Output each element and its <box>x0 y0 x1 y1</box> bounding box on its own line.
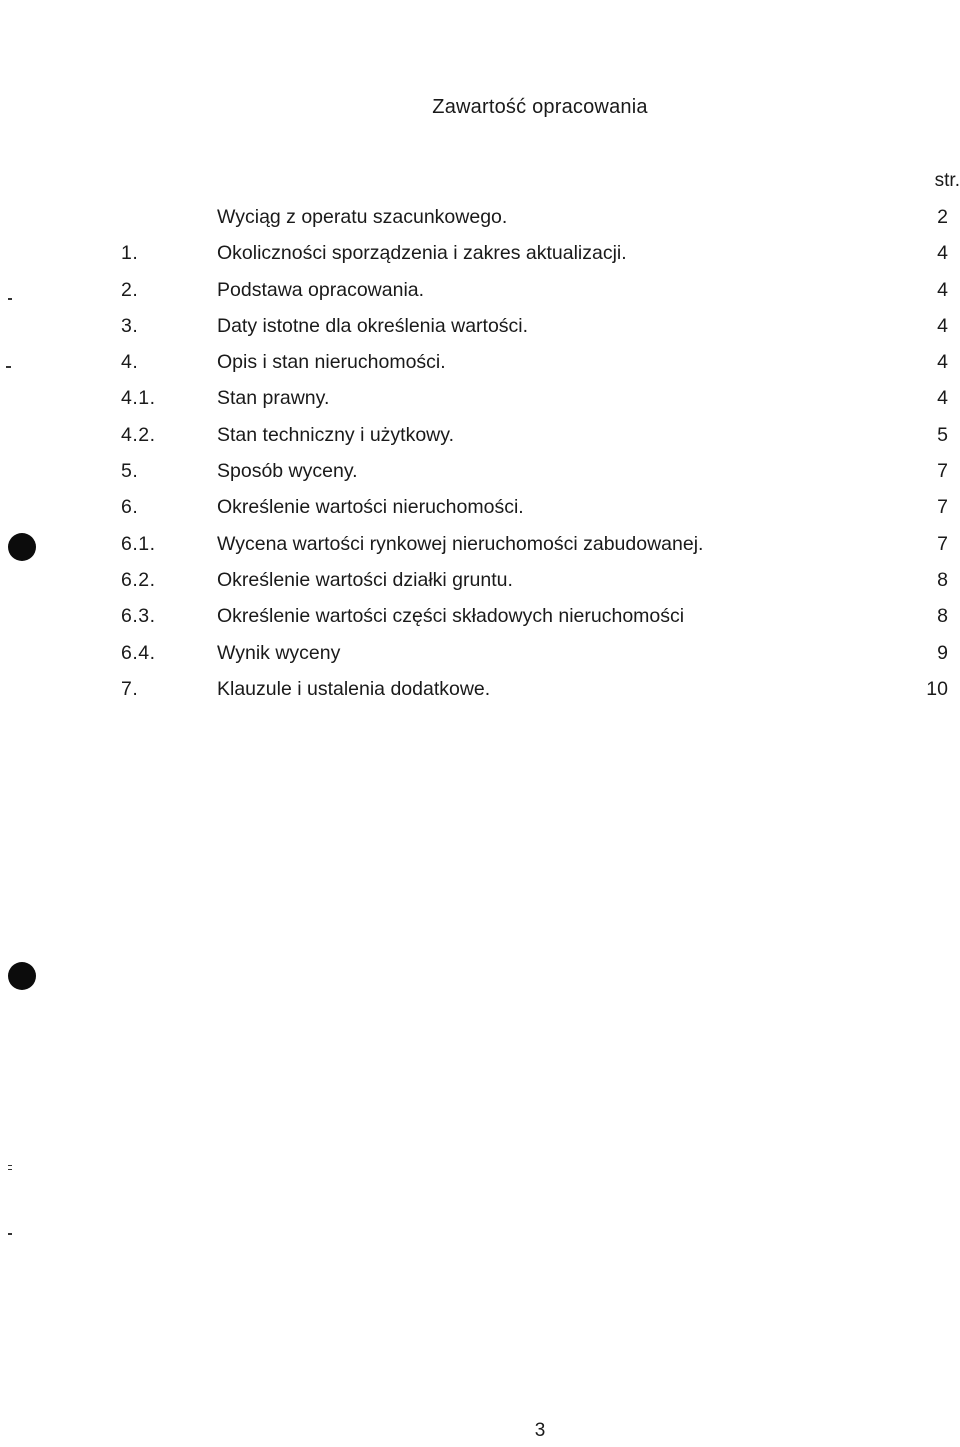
toc-page-number: 4 <box>937 314 948 337</box>
toc-title: Stan prawny. <box>217 387 330 410</box>
scan-speck <box>8 1165 12 1166</box>
toc-number: 6.2. <box>121 568 156 591</box>
toc-title: Wynik wyceny <box>217 641 341 664</box>
scan-speck <box>8 1233 12 1235</box>
toc-title: Stan techniczny i użytkowy. <box>217 423 454 446</box>
toc-page-number: 4 <box>937 351 948 374</box>
toc-row <box>0 599 960 635</box>
toc-title: Klauzule i ustalenia dodatkowe. <box>217 677 491 700</box>
toc-page-number: 7 <box>937 496 948 519</box>
toc-row <box>0 381 960 417</box>
toc-title: Daty istotne dla określenia wartości. <box>217 314 529 337</box>
punch-hole <box>8 533 36 561</box>
toc-title: Wyciąg z operatu szacunkowego. <box>217 206 508 228</box>
toc-row <box>0 418 960 454</box>
toc-page-number: 2 <box>937 206 948 228</box>
toc-row <box>0 563 960 599</box>
scan-speck <box>8 298 12 300</box>
toc-number: 4. <box>121 351 139 374</box>
toc-title: Opis i stan nieruchomości. <box>217 351 446 374</box>
toc-number: 6.3. <box>121 605 156 628</box>
toc-page-number: 9 <box>937 641 948 664</box>
punch-hole <box>8 962 36 990</box>
toc-page-number: 4 <box>937 242 948 265</box>
toc-row <box>0 345 960 381</box>
toc-row <box>0 309 960 345</box>
toc-number: 4.2. <box>121 423 156 446</box>
toc-number: 3. <box>121 314 139 337</box>
scan-speck <box>8 1169 12 1170</box>
toc-row <box>0 454 960 490</box>
toc-row <box>0 527 960 563</box>
toc-title: Sposób wyceny. <box>217 460 358 483</box>
toc-page-number: 8 <box>937 605 948 628</box>
toc-title: Określenie wartości części składowych nieruchomości <box>217 605 685 628</box>
toc-number: 6. <box>121 496 139 519</box>
toc-row <box>0 672 960 708</box>
toc-page-number: 4 <box>937 278 948 301</box>
scan-speck <box>6 366 11 368</box>
toc-page-number: 7 <box>937 460 948 483</box>
toc-number: 2. <box>121 278 139 301</box>
page-column-label: str. <box>934 170 960 191</box>
document-title: Zawartość opracowania <box>432 96 648 118</box>
table-of-contents <box>0 200 960 708</box>
toc-page-number: 7 <box>937 532 948 555</box>
toc-page-number: 4 <box>937 387 948 410</box>
toc-page-number: 10 <box>926 677 948 700</box>
toc-title: Podstawa opracowania. <box>217 278 425 301</box>
toc-page-number: 8 <box>937 568 948 591</box>
toc-number: 6.4. <box>121 641 156 664</box>
toc-number: 7. <box>121 677 139 700</box>
toc-number: 1. <box>121 242 139 265</box>
toc-title: Wycena wartości rynkowej nieruchomości zabudowanej. <box>217 532 704 555</box>
toc-row <box>0 490 960 526</box>
toc-number: 4.1. <box>121 387 156 410</box>
toc-row <box>0 273 960 309</box>
toc-number: 5. <box>121 460 139 483</box>
toc-row <box>0 200 960 236</box>
toc-title: Określenie wartości działki gruntu. <box>217 568 513 591</box>
toc-number: 6.1. <box>121 532 156 555</box>
toc-page-number: 5 <box>937 423 948 446</box>
toc-title: Okoliczności sporządzenia i zakres aktualizacji. <box>217 242 627 265</box>
toc-row <box>0 636 960 672</box>
toc-row <box>0 236 960 272</box>
page-number: 3 <box>534 1420 546 1441</box>
toc-title: Określenie wartości nieruchomości. <box>217 496 524 519</box>
